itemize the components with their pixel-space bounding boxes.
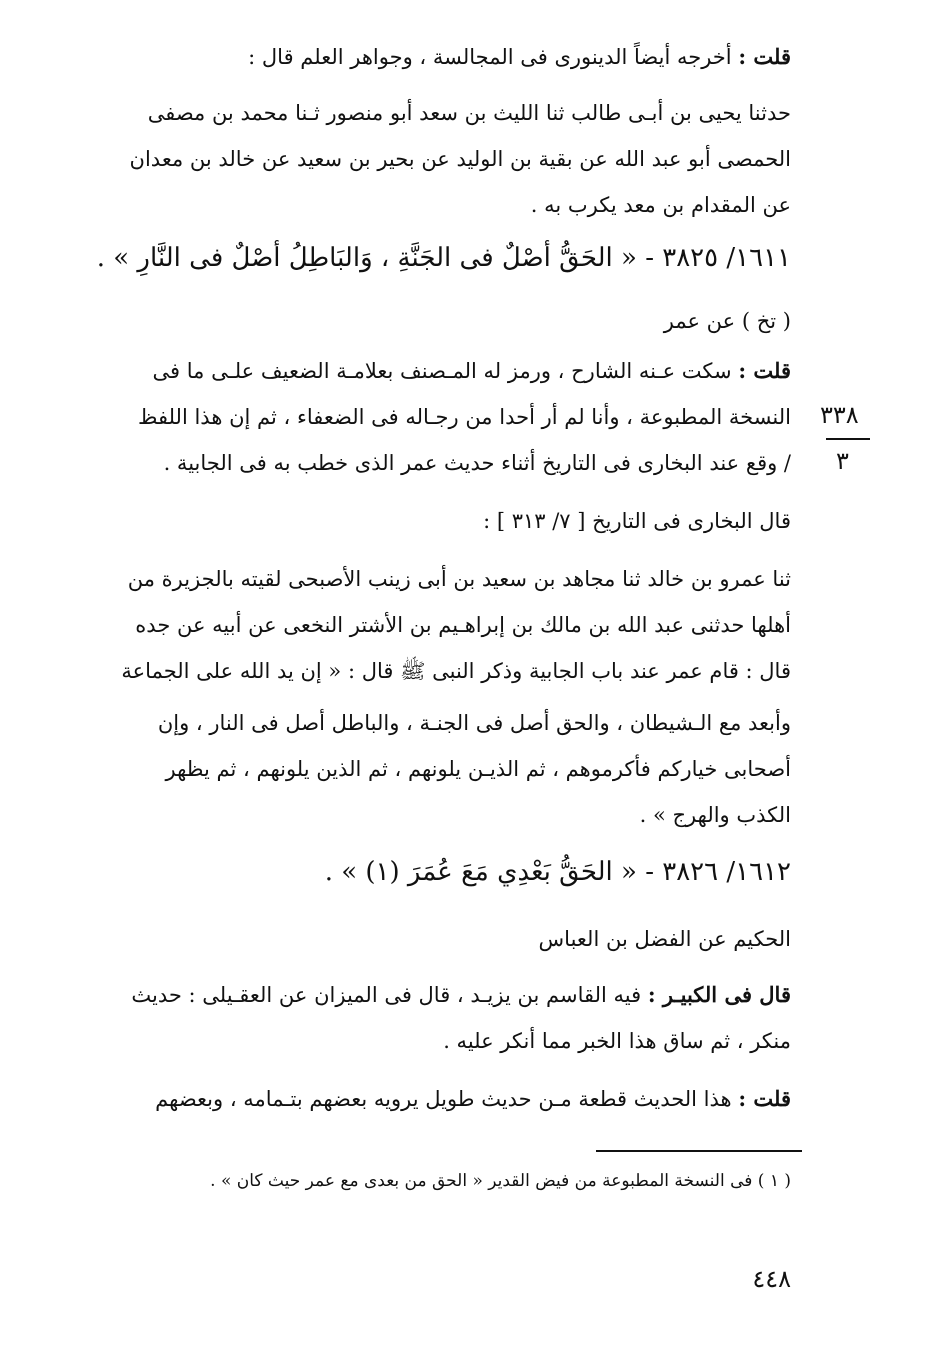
footnote-separator xyxy=(596,1150,802,1152)
margin-divider xyxy=(826,438,870,440)
footnote: ( ١ ) فى النسخة المطبوعة من فيض القدير « الحق من بعدى مع عمر حيث كان » . xyxy=(210,1171,791,1191)
text-line xyxy=(91,1084,791,1114)
text-line: / وقع عند البخارى فى التاريخ أثناء حديث عمر الذى خطب به فى الجابية . xyxy=(163,451,791,475)
keyword: قلت : xyxy=(738,1086,791,1111)
text-line: قال البخارى فى التاريخ [ ٧/ ٣١٣ ] : xyxy=(483,509,791,533)
line-text: سكت عـنه الشارح ، ورمز له المـصنف بعلامـة الضعيف علـى ما فى xyxy=(152,359,732,383)
text-line: النسخة المطبوعة ، وأنا لم أر أحدا من رجـاله فى الضعفاء ، ثم إن هذا اللفظ xyxy=(138,405,791,429)
text-line: أهلها حدثنى عبد الله بن مالك بن إبراهـيم بن الأشتر النخعى عن أبيه عن جده xyxy=(135,613,791,637)
text-line: أصحابى خياركم فأكرموهم ، ثم الذيـن يلونهم ، ثم الذين يلونهم ، ثم يظهر xyxy=(165,757,791,781)
text-line: منكر ، ثم ساق هذا الخبر مما أنكر عليه . xyxy=(443,1029,791,1053)
text-line: ثنا عمرو بن خالد ثنا مجاهد بن سعيد بن أبى زينب الأصبحى لقيته بالجزيرة من xyxy=(127,567,791,591)
keyword: قال فى الكبيـر : xyxy=(647,982,791,1007)
text-line xyxy=(91,42,791,72)
text-line: حدثنا يحيى بن أبـى طالب ثنا الليث بن سعد أبو منصور ثـنا محمد بن مصفى xyxy=(147,101,791,125)
hadith-heading: ١٦١١/ ٣٨٢٥ - « الحَقُّ أَصْلٌ فى الجَنَّةِ ، وَالبَاطِلُ أَصْلٌ فى النَّارِ » . xyxy=(96,243,791,273)
text-line xyxy=(91,356,791,386)
keyword: قلت : xyxy=(738,358,791,383)
source-line: الحكيم عن الفضل بن العباس xyxy=(538,927,791,951)
keyword: قلت : xyxy=(738,44,791,69)
text-line: عن المقدام بن معد يكرب به . xyxy=(530,193,791,217)
margin-volume-number: ٣ xyxy=(836,447,849,475)
line-text: فيه القاسم بن يزيـد ، قال فى الميزان عن العقـيلى : حديث xyxy=(131,983,642,1007)
text-line: الكذب والهرج » . xyxy=(639,803,791,827)
margin-volume-page: ٣٣٨ xyxy=(820,401,859,429)
text-line: وأبعد مع الـشيطان ، والحق أصل فى الجنـة ، والباطل أصل فى النار ، وإن xyxy=(157,711,791,735)
text-line: الحمصى أبو عبد الله عن بقية بن الوليد عن بحير بن سعيد عن خالد بن معدان xyxy=(129,147,791,171)
line-text: هذا الحديث قطعة مـن حديث طويل يرويه بعضهم بتـمامه ، وبعضهم xyxy=(155,1087,732,1111)
hadith-heading: ١٦١٢/ ٣٨٢٦ - « الحَقُّ بَعْدِي مَعَ عُمَرَ (١) » . xyxy=(324,857,791,887)
text-line: قال : قام عمر عند باب الجابية وذكر النبى ﷺ قال : « إن يد الله على الجماعة xyxy=(121,659,791,683)
text-line xyxy=(91,980,791,1010)
source-line: ( تخ ) عن عمر xyxy=(663,309,791,333)
page-number: ٤٤٨ xyxy=(752,1265,791,1293)
line-text: أخرجه أيضاً الدينورى فى المجالسة ، وجواهر العلم قال : xyxy=(248,45,732,69)
